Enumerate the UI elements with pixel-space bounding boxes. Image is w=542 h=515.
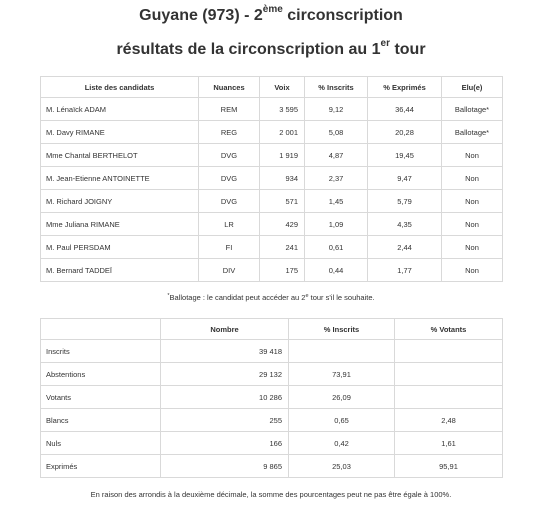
table-cell: 5,79 <box>368 190 442 213</box>
table-cell <box>395 340 503 363</box>
table-cell: M. Paul PERSDAM <box>41 236 199 259</box>
table-cell: 95,91 <box>395 455 503 478</box>
note-text-end: tour s'il le souhaite. <box>308 293 375 302</box>
candidate-row <box>41 213 503 236</box>
results-row <box>41 386 503 409</box>
table-cell: 29 132 <box>161 363 289 386</box>
table-cell: 26,09 <box>289 386 395 409</box>
column-header <box>41 319 161 340</box>
table-cell: 9,12 <box>305 98 368 121</box>
table-cell: M. Richard JOIGNY <box>41 190 199 213</box>
table-cell: M. Bernard TADDEÏ <box>41 259 199 282</box>
column-header: % Inscrits <box>289 319 395 340</box>
table-cell: 571 <box>260 190 305 213</box>
table-cell: 9 865 <box>161 455 289 478</box>
candidate-row <box>41 167 503 190</box>
table-cell: 2,37 <box>305 167 368 190</box>
table-cell: 5,08 <box>305 121 368 144</box>
table-cell: Non <box>442 213 503 236</box>
table-cell: 934 <box>260 167 305 190</box>
table-cell: 39 418 <box>161 340 289 363</box>
ballotage-note <box>0 293 542 302</box>
table-cell: Non <box>442 236 503 259</box>
table-cell: 4,35 <box>368 213 442 236</box>
table-cell: REG <box>199 121 260 144</box>
results-row <box>41 363 503 386</box>
candidate-row <box>41 259 503 282</box>
table-cell: Ballotage* <box>442 121 503 144</box>
candidates-body <box>41 98 503 282</box>
table-cell: Exprimés <box>41 455 161 478</box>
candidate-row <box>41 98 503 121</box>
table-cell: Non <box>442 144 503 167</box>
table-cell: M. Jean-Etienne ANTOINETTE <box>41 167 199 190</box>
rounding-note: En raison des arrondis à la deuxième décimale, la somme des pourcentages peut ne pas être égale à 100%. <box>90 490 452 499</box>
results-row <box>41 340 503 363</box>
candidates-header-row <box>41 77 503 98</box>
table-cell: M. Lénaïck ADAM <box>41 98 199 121</box>
table-cell: 1,45 <box>305 190 368 213</box>
title-superscript: ème <box>262 4 283 15</box>
table-cell: Nuls <box>41 432 161 455</box>
page-subtitle <box>0 38 542 59</box>
table-cell: 175 <box>260 259 305 282</box>
table-cell: Mme Chantal BERTHELOT <box>41 144 199 167</box>
table-cell: 2,48 <box>395 409 503 432</box>
table-cell: Non <box>442 167 503 190</box>
results-header-row <box>41 319 503 340</box>
table-cell: 2,44 <box>368 236 442 259</box>
table-cell: 10 286 <box>161 386 289 409</box>
column-header: Liste des candidats <box>41 77 199 98</box>
results-row <box>41 455 503 478</box>
table-cell: Ballotage* <box>442 98 503 121</box>
table-cell: 2 001 <box>260 121 305 144</box>
table-cell: DVG <box>199 190 260 213</box>
page-title <box>0 4 542 25</box>
results-row <box>41 432 503 455</box>
note-star: * <box>167 293 170 299</box>
note-superscript: e <box>305 293 309 299</box>
results-body <box>41 340 503 478</box>
table-cell: 1 919 <box>260 144 305 167</box>
table-cell: FI <box>199 236 260 259</box>
subtitle-text-suffix: tour <box>390 41 426 58</box>
column-header: Nuances <box>199 77 260 98</box>
table-cell <box>395 386 503 409</box>
table-cell: 25,03 <box>289 455 395 478</box>
table-cell: 0,61 <box>305 236 368 259</box>
table-cell: DVG <box>199 144 260 167</box>
table-cell: 429 <box>260 213 305 236</box>
table-cell: 3 595 <box>260 98 305 121</box>
candidate-row <box>41 190 503 213</box>
table-cell: 19,45 <box>368 144 442 167</box>
table-cell: 1,09 <box>305 213 368 236</box>
candidate-row <box>41 121 503 144</box>
table-cell: 241 <box>260 236 305 259</box>
table-cell: 1,61 <box>395 432 503 455</box>
table-cell: 0,65 <box>289 409 395 432</box>
subtitle-text: résultats de la circonscription au 1 <box>116 41 381 58</box>
table-cell: LR <box>199 213 260 236</box>
table-cell: REM <box>199 98 260 121</box>
results-row <box>41 409 503 432</box>
candidates-table <box>40 76 503 282</box>
table-cell: Blancs <box>41 409 161 432</box>
table-cell: DVG <box>199 167 260 190</box>
table-cell <box>395 363 503 386</box>
table-cell: 0,44 <box>305 259 368 282</box>
candidate-row <box>41 144 503 167</box>
table-cell: 0,42 <box>289 432 395 455</box>
table-cell: 73,91 <box>289 363 395 386</box>
column-header: % Exprimés <box>368 77 442 98</box>
table-cell: 166 <box>161 432 289 455</box>
table-cell: 255 <box>161 409 289 432</box>
results-table <box>40 318 503 478</box>
column-header: Elu(e) <box>442 77 503 98</box>
table-cell: 36,44 <box>368 98 442 121</box>
column-header: Voix <box>260 77 305 98</box>
table-cell: DIV <box>199 259 260 282</box>
column-header: Nombre <box>161 319 289 340</box>
table-cell: Votants <box>41 386 161 409</box>
table-cell: 4,87 <box>305 144 368 167</box>
column-header: % Inscrits <box>305 77 368 98</box>
table-cell: 9,47 <box>368 167 442 190</box>
table-cell: 20,28 <box>368 121 442 144</box>
table-cell: Non <box>442 259 503 282</box>
title-text-suffix: circonscription <box>282 7 403 24</box>
table-cell: M. Davy RIMANE <box>41 121 199 144</box>
table-cell: Inscrits <box>41 340 161 363</box>
subtitle-superscript: er <box>380 38 390 49</box>
note-text: Ballotage : le candidat peut accéder au 2 <box>169 293 306 302</box>
table-cell: 1,77 <box>368 259 442 282</box>
column-header: % Votants <box>395 319 503 340</box>
table-cell: Non <box>442 190 503 213</box>
table-cell: Mme Juliana RIMANE <box>41 213 199 236</box>
candidate-row <box>41 236 503 259</box>
table-cell: Abstentions <box>41 363 161 386</box>
table-cell <box>289 340 395 363</box>
title-text: Guyane (973) - 2 <box>139 7 263 24</box>
